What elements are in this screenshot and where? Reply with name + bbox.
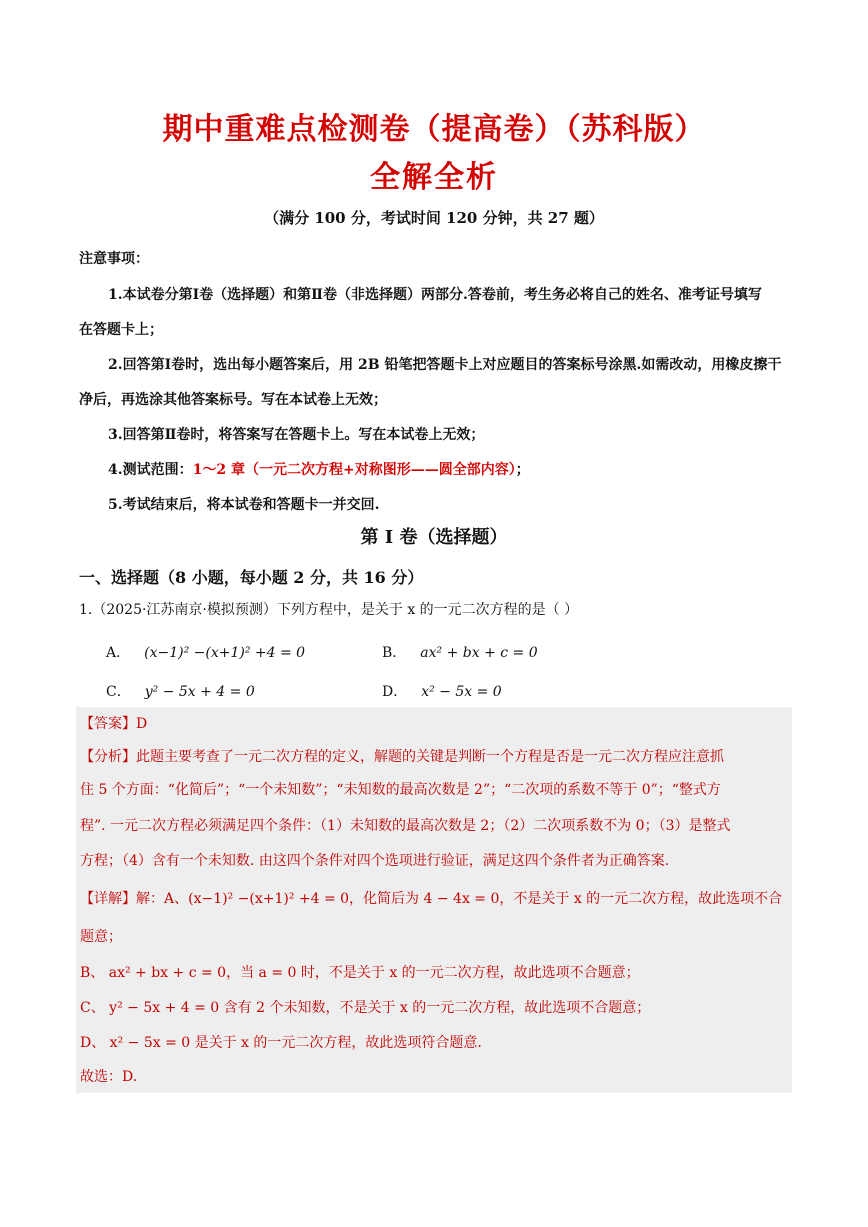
notice-list [79,278,799,523]
option-a-text: (x−1)² −(x+1)² +4 = 0 [144,645,306,661]
detail-line-2: 题意； [80,929,122,945]
notice-item-4-suffix: ； [515,462,530,478]
detail-line-b: B、 ax² + bx + c = 0，当 a = 0 时，不是关于 x 的一元二次方程，故此选项不合题意； [80,965,640,981]
analysis-line-1: 【分析】此题主要考查了一元二次方程的定义，解题的关键是判断一个方程是否是一元二次方程应注意抓 [80,749,724,765]
option-a-label: A． [106,645,131,661]
detail-line-c: C、 y² − 5x + 4 = 0 含有 2 个未知数，不是关于 x 的一元二次方程，故此选项不合题意； [80,1000,651,1016]
option-c-label: C． [106,684,131,700]
part-title: 一、选择题（8 小题，每小题 2 分，共 16 分） [79,568,424,587]
option-d [382,681,502,701]
test-range: 1～2 章（一元二次方程+对称图形——圆全部内容） [192,462,516,478]
notice-item-5: 5.考试结束后，将本试卷和答题卡一并交回. [108,497,380,513]
exam-info: （满分 100 分，考试时间 120 分钟，共 27 题） [264,209,604,227]
option-c [106,681,255,701]
option-d-text: x² − 5x = 0 [421,684,502,700]
notice-item-3: 3.回答第Ⅱ卷时，将答案写在答题卡上。写在本试卷上无效； [108,427,485,443]
option-d-label: D． [382,684,408,700]
answer-line: 【答案】D [80,716,148,732]
analysis-line-2: 住 5 个方面：“化简后”；“一个未知数”；“未知数的最高次数是 2”；“二次项的系数不等于 0”；“整式方 [80,782,721,798]
analysis-line-3: 程”. 一元二次方程必须满足四个条件：（1）未知数的最高次数是 2；（2）二次项系数不为 0；（3）是整式 [80,818,731,834]
section-title: 第 I 卷（选择题） [360,527,508,548]
notice-item-1: 1.本试卷分第Ⅰ卷（选择题）和第Ⅱ卷（非选择题）两部分.答卷前，考生务必将自己的姓名、准考证号填写 [108,287,762,303]
option-b-text: ax² + bx + c = 0 [420,645,538,661]
detail-line-1: 【详解】解：A、(x−1)² −(x+1)² +4 = 0，化简后为 4 − 4x = 0，不是关于 x 的一元二次方程，故此选项不合 [80,891,783,907]
question-1: 1.（2025·江苏南京·模拟预测）下列方程中，是关于 x 的一元二次方程的是（ ） [79,602,579,618]
document-title: 期中重难点检测卷（提高卷）（苏科版） [162,112,706,147]
analysis-line-4: 方程；（4）含有一个未知数. 由这四个条件对四个选项进行验证，满足这四个条件者为正确答案. [80,853,670,869]
notice-item-4-prefix: 4.测试范围： [108,462,193,478]
notice-item-2-cont: 净后，再选涂其他答案标号。写在本试卷上无效； [79,392,387,408]
notice-heading: 注意事项： [79,251,149,267]
option-b-label: B． [382,645,407,661]
detail-line-d: D、 x² − 5x = 0 是关于 x 的一元二次方程，故此选项符合题意. [80,1035,482,1051]
notice-item-2: 2.回答第Ⅰ卷时，选出每小题答案后，用 2B 铅笔把答题卡上对应题目的答案标号涂黑.如需改动，用橡皮擦干 [108,357,782,373]
conclusion-line: 故选：D. [80,1069,138,1085]
option-c-text: y² − 5x + 4 = 0 [144,684,255,700]
document-subtitle-heading: 全解全析 [370,160,498,195]
option-a [106,642,305,662]
option-b [382,642,538,662]
notice-item-1-cont: 在答题卡上； [79,322,163,338]
notice-item-4 [79,453,799,488]
